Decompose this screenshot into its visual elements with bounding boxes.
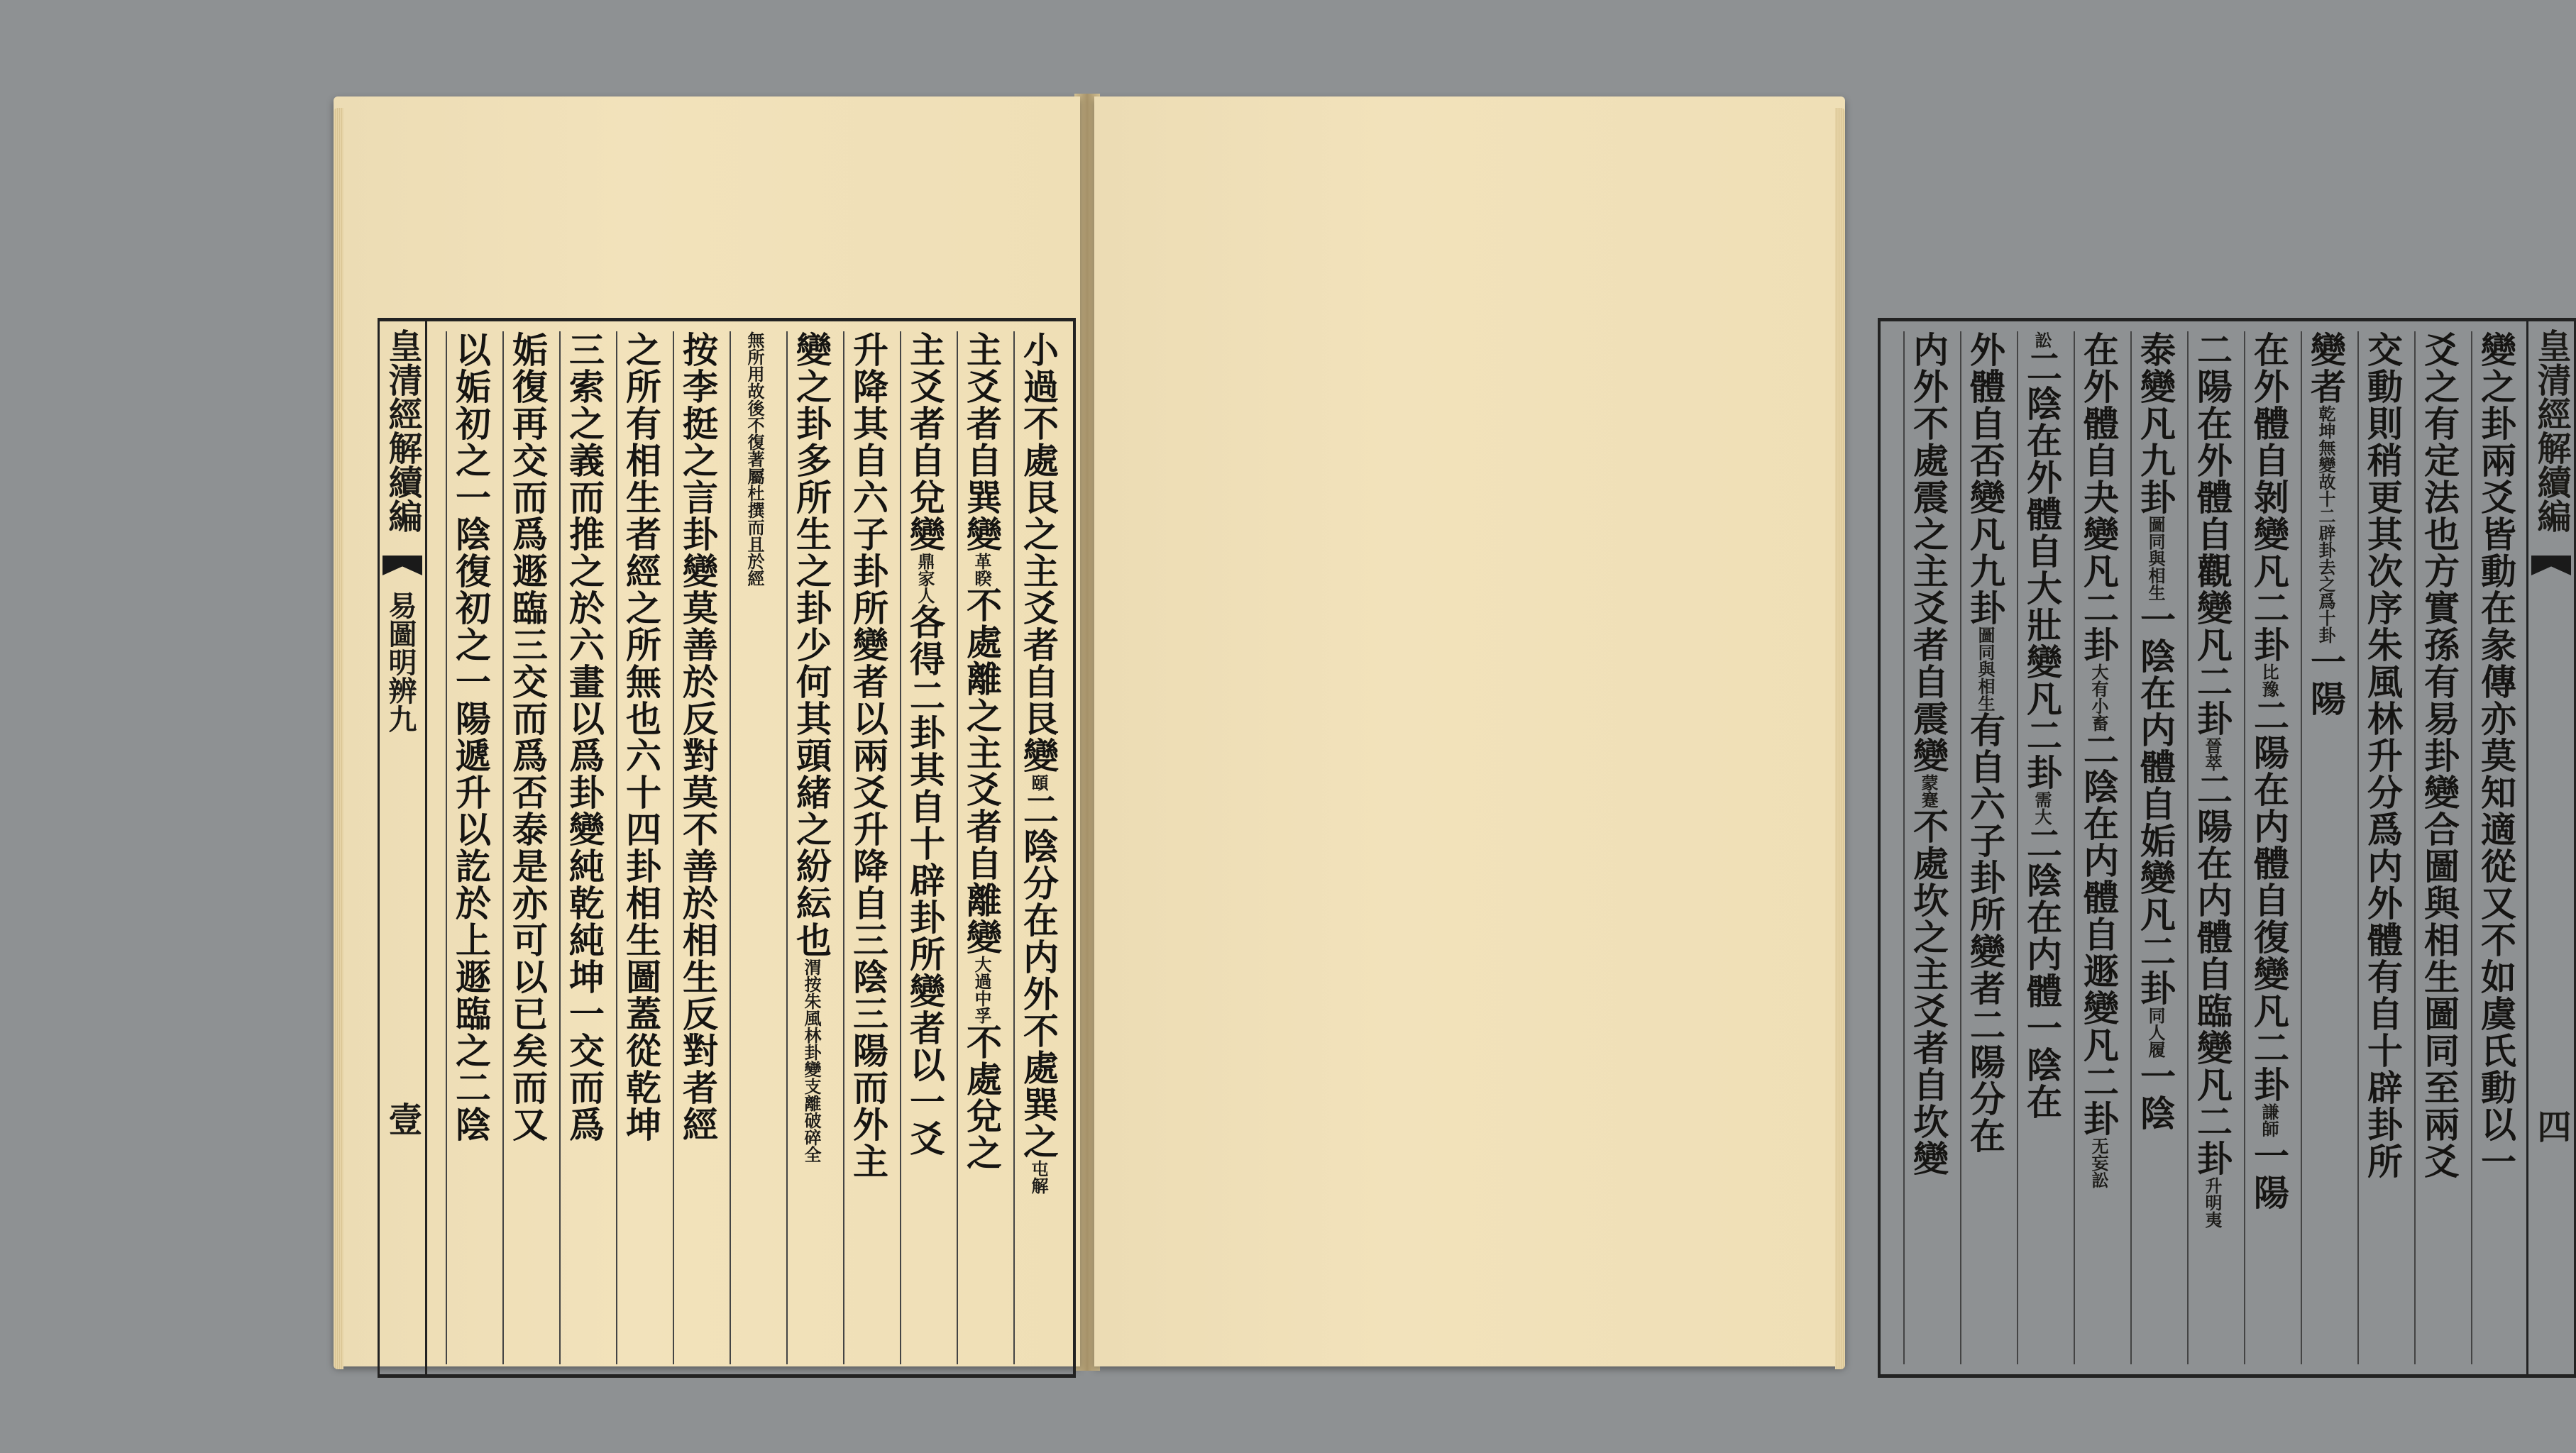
interlinear-note: 比豫: [2259, 663, 2279, 697]
interlinear-note: 升明夷: [2202, 1177, 2223, 1228]
main-text: 三索之義而推之於六畫以爲卦變純乾純坤一交而爲: [563, 331, 605, 1143]
left-column-text: [678, 331, 717, 1143]
main-text: 以姤初之一陰復初之一陽遞升以訖於上遯臨之二陰: [450, 331, 492, 1143]
interlinear-note: 謙師: [2259, 1103, 2279, 1137]
main-text: 變者: [2305, 331, 2347, 405]
interlinear-note: 蒙蹇: [1918, 774, 1939, 808]
right-column-text: [2022, 331, 2061, 1120]
interlinear-note: 无妄訟: [2088, 1137, 2109, 1188]
right-banxin-title: 皇清經解續編: [2531, 328, 2571, 533]
main-text: 姤復再交而爲遯臨三交而爲否泰是亦可以已矣而又: [507, 331, 549, 1143]
left-text-column: [673, 331, 730, 1364]
main-text: 在外體自剝變凡二卦: [2248, 331, 2290, 663]
interlinear-note: 同人履: [2145, 1007, 2166, 1058]
left-banxin-title: 皇清經解續編: [382, 328, 422, 533]
right-column-text: [2420, 331, 2458, 1180]
right-text-column: [2017, 331, 2074, 1364]
right-text-column: [2471, 331, 2528, 1364]
left-text-column: [616, 331, 673, 1364]
left-text-column: [957, 331, 1013, 1364]
left-banxin-page-number: 壹: [382, 1102, 422, 1136]
left-column-text: [792, 331, 830, 1163]
interlinear-note: 渭按朱風林卦變支離破碎全: [801, 958, 822, 1163]
main-text: 交動則稍更其次序朱風林升分爲内外體有自十辟卦所: [2362, 331, 2404, 1180]
left-text-column: [786, 331, 843, 1364]
left-page-frame: [378, 318, 1076, 1378]
right-text-column: [2357, 331, 2414, 1364]
right-page-frame: [1878, 318, 2576, 1378]
main-text: 不處坎之主爻者自坎變: [1908, 808, 1949, 1177]
main-text: 主爻者自巽變: [961, 331, 1003, 553]
main-text: 二陽在内體自復變凡二卦: [2248, 697, 2290, 1103]
left-column-text: [735, 331, 774, 587]
right-text-column: [2130, 331, 2187, 1364]
left-column-text: [451, 331, 490, 1143]
right-page-edge: [1835, 108, 1845, 1369]
left-text-column: [502, 331, 559, 1364]
interlinear-note: 需大: [2032, 791, 2052, 825]
left-text-column: [730, 331, 786, 1364]
main-text: 小過不處艮之主爻者自艮變: [1018, 331, 1059, 774]
main-text: 泰變凡九卦: [2135, 331, 2176, 516]
interlinear-note: 頤: [1028, 774, 1049, 791]
main-text: 主爻者自兌變: [904, 331, 946, 553]
right-column-text: [2362, 331, 2404, 1180]
right-column-text: [2193, 331, 2231, 1228]
left-text-column: [559, 331, 616, 1364]
right-column-text: [1966, 331, 2004, 1154]
main-text: 二陽在内體自臨變凡二卦: [2191, 771, 2233, 1177]
right-text-column: [1903, 331, 1960, 1364]
main-text: 按李挺之言卦變莫善於反對莫不善於相生反對者經: [677, 331, 719, 1143]
main-text: 二陽在外體自觀變凡二卦: [2191, 331, 2233, 737]
right-text-column: [2074, 331, 2130, 1364]
right-text-column: [2301, 331, 2357, 1364]
left-column-text: [622, 331, 660, 1143]
right-column-text: [1909, 331, 1947, 1177]
left-text-column: [843, 331, 900, 1364]
interlinear-note: 屯解: [1028, 1160, 1049, 1194]
right-fishtail-mark: [2531, 556, 2571, 575]
interlinear-note: 訟: [2032, 331, 2052, 348]
main-text: 一陰在内體自姤變凡二卦: [2135, 601, 2176, 1007]
main-text: 升降其自六子卦所變者以兩爻升降自三陰三陽而外主: [847, 331, 889, 1180]
interlinear-note: 革睽: [971, 553, 992, 587]
main-text: 變之卦兩爻皆動在彖傳亦莫知適從又不如虞氏動以一: [2475, 331, 2517, 1180]
main-text: 有自六子卦所變者二陽分在: [1964, 712, 2006, 1154]
main-text: 二陰在内體自遯變凡二卦: [2078, 731, 2120, 1137]
left-column-text: [906, 331, 944, 1157]
left-column-text: [849, 331, 887, 1180]
right-text-column: [2244, 331, 2301, 1364]
interlinear-note: 屬杜撰而且於經: [744, 468, 765, 587]
interlinear-note: 鼎家人: [915, 553, 935, 604]
left-page: [334, 96, 1080, 1366]
right-column-text: [2136, 331, 2174, 1132]
interlinear-note: 乾坤無變故十二辟卦去之爲十卦: [2316, 405, 2336, 643]
right-column-text: [2306, 331, 2345, 717]
main-text: 内外不處震之主爻者自震變: [1908, 331, 1949, 774]
left-banxin-chapter: 易圖明辨九: [384, 591, 417, 733]
left-page-edge: [334, 108, 343, 1369]
main-text: 之所有相生者經之所無也六十四卦相生圖蓋從乾坤: [620, 331, 662, 1143]
left-column-text: [565, 331, 603, 1143]
left-banxin: [378, 321, 427, 1374]
main-text: 一陽: [2248, 1137, 2290, 1211]
main-text: 二陰在内體一陰在: [2021, 825, 2063, 1120]
main-text: 爻之有定法也方實孫有易卦變合圖與相生圖同至兩爻: [2418, 331, 2460, 1180]
right-column-text: [2079, 331, 2118, 1188]
left-fishtail-mark: [382, 556, 422, 575]
right-banxin-page-number: 四: [2531, 1109, 2571, 1143]
main-text: 外體自否變凡九卦: [1964, 331, 2006, 626]
main-text: 在外體自夬變凡二卦: [2078, 331, 2120, 663]
left-column-text: [1019, 331, 1057, 1194]
right-column-text: [2477, 331, 2515, 1180]
main-text: 各得二卦其自十辟卦所變者以一爻: [904, 604, 946, 1157]
main-text: 一陰: [2135, 1058, 2176, 1132]
interlinear-note: 圖同與相生: [1975, 626, 1996, 712]
main-text: 不處離之主爻者自離變: [961, 587, 1003, 956]
left-column-text: [507, 331, 549, 1143]
right-banxin: [2526, 321, 2576, 1374]
main-text: 不處兌之: [961, 1024, 1003, 1171]
left-column-text: [962, 331, 1001, 1171]
interlinear-note: 圖同與相生: [2145, 516, 2166, 601]
right-text-column: [2414, 331, 2471, 1364]
main-text: 二陰在外體自大壯變凡二卦: [2021, 348, 2063, 791]
right-text-column: [2187, 331, 2244, 1364]
main-text: 變之卦多所生之卦少何其頭緒之紛紜也: [791, 331, 832, 958]
interlinear-note: 晉萃: [2202, 737, 2223, 771]
right-page: [1094, 96, 2571, 1366]
right-column-text: [2250, 331, 2288, 1211]
left-text-column: [1013, 331, 1070, 1364]
interlinear-note: 大有小畜: [2088, 663, 2109, 731]
open-book: [329, 89, 2571, 1374]
right-text-column: [1960, 331, 2017, 1364]
main-text: 一陽: [2305, 643, 2347, 717]
main-text: 二陰分在内外不處巽之: [1018, 791, 1059, 1160]
interlinear-note: 大過中孚: [971, 956, 992, 1024]
left-text-column: [446, 331, 502, 1364]
interlinear-note: 無所用故後不復著: [744, 331, 765, 468]
left-text-column: [900, 331, 957, 1364]
